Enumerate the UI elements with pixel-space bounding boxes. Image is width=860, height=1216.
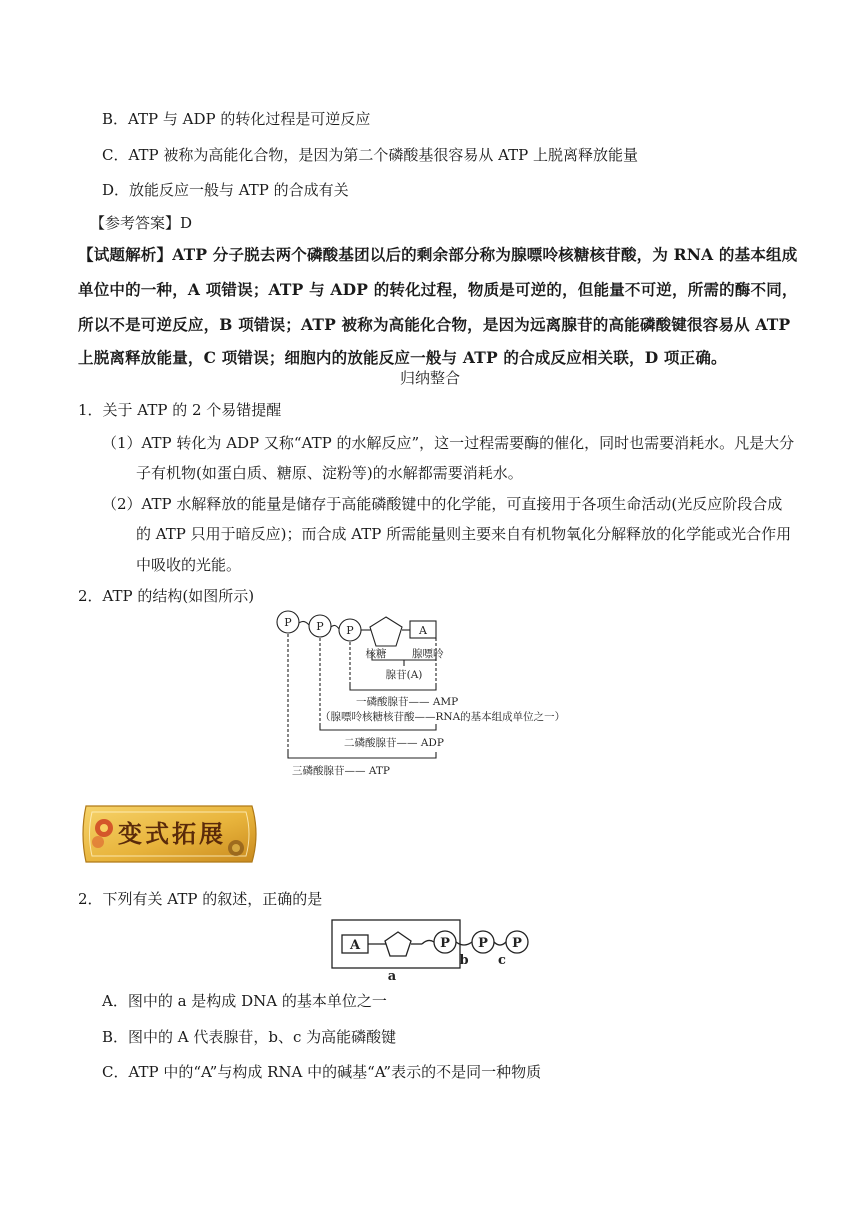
summary-item-1-line-3: （2）ATP 水解释放的能量是储存于高能磷酸键中的化学能，可直接用于各项生命活动(光反应阶段合成	[102, 495, 783, 513]
summary-item-1-line-5: 中吸收的光能。	[136, 556, 242, 574]
diagram-ribose-label: 核糖	[365, 648, 387, 660]
diagram-amp-note: （腺嘌呤核糖核苷酸——RNA的基本组成单位之一）	[320, 711, 566, 723]
q2-label-c: c	[498, 953, 506, 968]
q2-p-1: P	[440, 936, 450, 951]
q2-option-c: C．ATP 中的“A”与构成 RNA 中的碱基“A”表示的不是同一种物质	[102, 1063, 542, 1081]
q2-label-a: a	[387, 969, 397, 984]
summary-title: 归纳整合	[399, 369, 460, 387]
banner-text: 变式拓展	[118, 819, 226, 848]
diagram-p-1: P	[284, 616, 292, 629]
summary-item-1-line-4: 的 ATP 只用于暗反应)；而合成 ATP 所需能量则主要来自有机物氧化分解释放的化学能或光合作用	[136, 525, 792, 543]
diagram-p-2: P	[316, 620, 324, 633]
analysis-line-3: 所以不是可逆反应，B 项错误；ATP 被称为高能化合物，是因为远离腺苷的高能磷酸键很容易从 ATP	[78, 315, 791, 334]
coin-icon	[228, 840, 244, 856]
atp-structure-diagram	[264, 606, 604, 782]
q2-option-b: B．图中的 A 代表腺苷，b、c 为高能磷酸键	[102, 1028, 397, 1046]
q2-p-3: P	[512, 936, 522, 951]
diagram-adenine-label: 腺嘌呤	[412, 648, 444, 660]
diagram-p-3: P	[346, 624, 354, 637]
option-b: B．ATP 与 ADP 的转化过程是可逆反应	[102, 110, 371, 128]
summary-item-1-line-2: 子有机物(如蛋白质、糖原、淀粉等)的水解都需要消耗水。	[136, 464, 523, 482]
diagram-amp-label: 一磷酸腺苷—— AMP	[356, 696, 459, 708]
question-2-atp-diagram	[330, 914, 530, 984]
diagram-adenine-box-label: A	[419, 624, 427, 637]
q2-adenine-label: A	[349, 938, 361, 953]
diagram-atp-label: 三磷酸腺苷—— ATP	[292, 765, 390, 777]
summary-item-2-heading: 2．ATP 的结构(如图所示)	[78, 587, 255, 605]
summary-item-1-heading: 1．关于 ATP 的 2 个易错提醒	[78, 401, 282, 419]
variant-extension-banner	[76, 798, 264, 870]
q2-p-2: P	[478, 936, 488, 951]
option-d: D．放能反应一般与 ATP 的合成有关	[102, 181, 349, 199]
diagram-adenosine-label: 腺苷(A)	[385, 669, 423, 681]
q2-option-a: A．图中的 a 是构成 DNA 的基本单位之一	[102, 992, 387, 1010]
q2-label-b: b	[459, 953, 469, 968]
reference-answer: 【参考答案】D	[90, 214, 193, 232]
summary-item-1-line-1: （1）ATP 转化为 ADP 又称“ATP 的水解反应”，这一过程需要酶的催化，同时也需要消耗水。凡是大分	[102, 434, 795, 452]
diagram-adp-label: 二磷酸腺苷—— ADP	[344, 737, 444, 749]
option-c: C．ATP 被称为高能化合物，是因为第二个磷酸基很容易从 ATP 上脱离释放能量	[102, 146, 639, 164]
analysis-line-1: 【试题解析】ATP 分子脱去两个磷酸基团以后的剩余部分称为腺嘌呤核糖核苷酸，为 RNA 的基本组成	[78, 245, 798, 264]
analysis-line-2: 单位中的一种，A 项错误；ATP 与 ADP 的转化过程，物质是可逆的，但能量不可逆，所需的酶不同，	[78, 280, 798, 299]
analysis-line-4: 上脱离释放能量，C 项错误；细胞内的放能反应一般与 ATP 的合成反应相关联，D 项正确。	[78, 348, 727, 367]
question-2-stem: 2．下列有关 ATP 的叙述，正确的是	[78, 890, 323, 908]
